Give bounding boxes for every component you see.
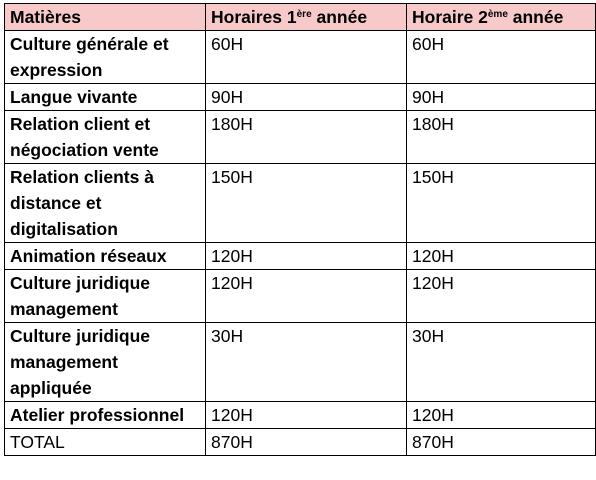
year2-hours-cell: 180H: [407, 111, 596, 164]
subject-cell: Culture juridique management: [5, 270, 206, 323]
year1-hours-cell: 180H: [206, 111, 407, 164]
header-year2: Horaire 2ème année: [407, 4, 596, 31]
year1-hours-cell: 60H: [206, 31, 407, 84]
total-row: [5, 429, 596, 456]
header-row: [5, 4, 596, 31]
table-row: [5, 270, 596, 323]
table-row: [5, 31, 596, 84]
table-row: [5, 243, 596, 270]
table-row: [5, 323, 596, 402]
year2-hours-cell: 120H: [407, 402, 596, 429]
year2-hours-cell: 30H: [407, 323, 596, 402]
subject-cell: Culture générale et expression: [5, 31, 206, 84]
year2-hours-cell: 120H: [407, 243, 596, 270]
table-row: [5, 164, 596, 243]
header-subject: Matières: [5, 4, 206, 31]
subject-cell: Relation clients à distance et digitalisation: [5, 164, 206, 243]
subject-cell: Atelier professionnel: [5, 402, 206, 429]
year1-hours-cell: 120H: [206, 243, 407, 270]
year2-hours-cell: 90H: [407, 84, 596, 111]
subject-cell: Animation réseaux: [5, 243, 206, 270]
header-year1: Horaires 1ère année: [206, 4, 407, 31]
year1-hours-cell: 120H: [206, 402, 407, 429]
year1-hours-cell: 120H: [206, 270, 407, 323]
year2-hours-cell: 60H: [407, 31, 596, 84]
year2-hours-cell: 150H: [407, 164, 596, 243]
year1-hours-cell: 30H: [206, 323, 407, 402]
subject-cell: Langue vivante: [5, 84, 206, 111]
year2-hours-cell: 120H: [407, 270, 596, 323]
year1-hours-cell: 150H: [206, 164, 407, 243]
subject-cell: Relation client et négociation vente: [5, 111, 206, 164]
total-year1-cell: 870H: [206, 429, 407, 456]
total-label-cell: TOTAL: [5, 429, 206, 456]
table-row: [5, 111, 596, 164]
subject-cell: Culture juridique management appliquée: [5, 323, 206, 402]
table-row: [5, 402, 596, 429]
hours-table: [4, 3, 596, 456]
total-year2-cell: 870H: [407, 429, 596, 456]
year1-hours-cell: 90H: [206, 84, 407, 111]
table-row: [5, 84, 596, 111]
